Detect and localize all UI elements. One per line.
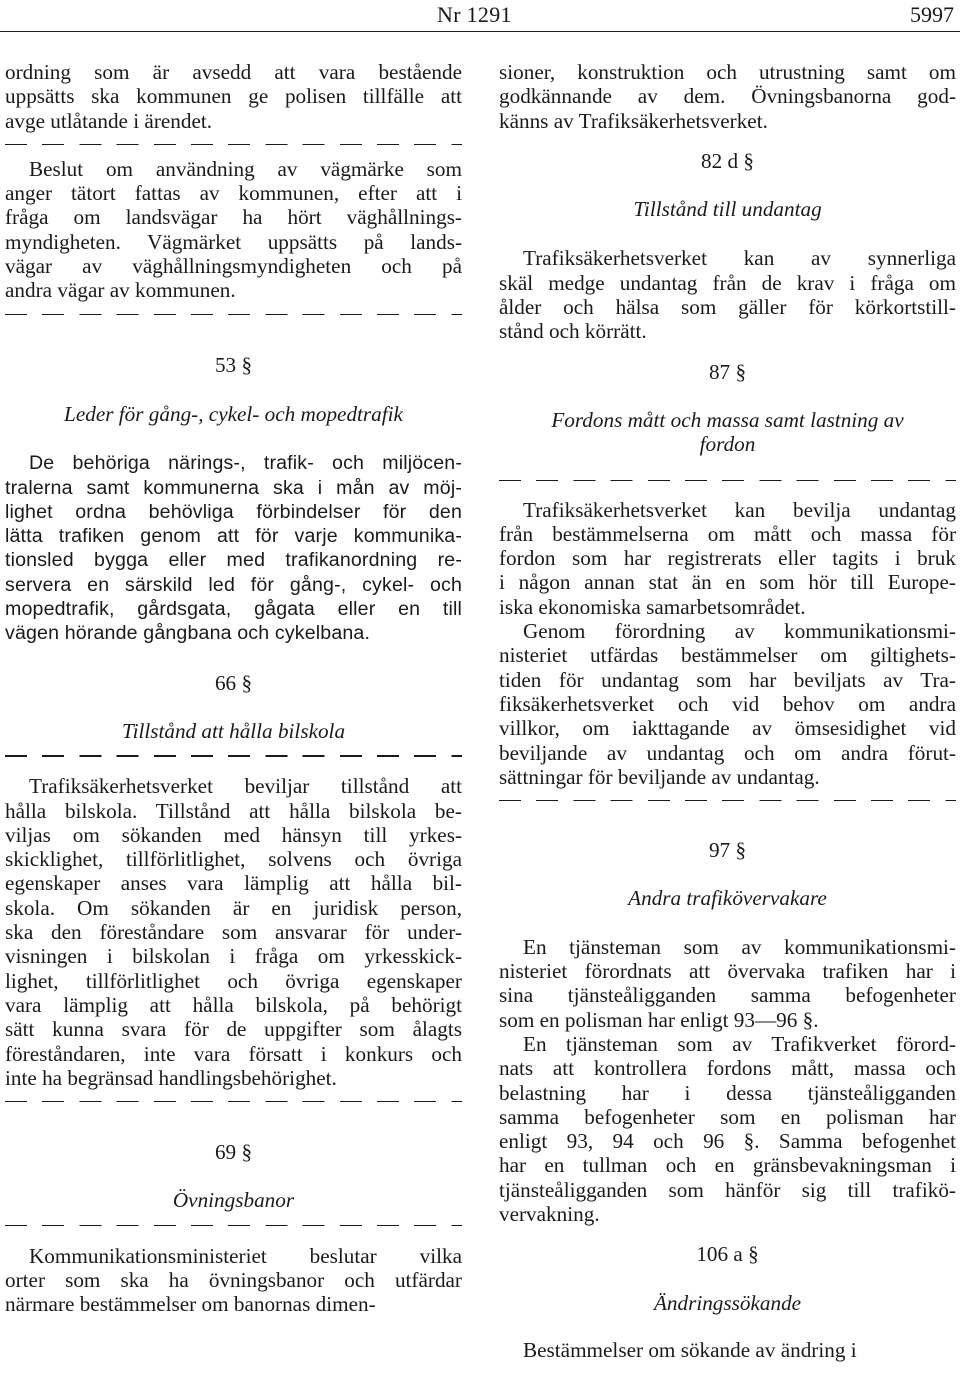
text-line: iska ekonomiska samarbetsområdet. — [499, 594, 806, 619]
text-line: ordning som är avsedd att vara bestående — [5, 60, 462, 84]
text-line: skäl medge undantag från de krav i fråga om — [499, 270, 956, 295]
text-line: fråga om landsvägar ha hört väghållnings- — [5, 205, 462, 230]
text-line: nisteriet utfärdas bestämmelser om giltighets- — [499, 643, 956, 668]
paragraph — [5, 774, 462, 1090]
text-line: i någon annan stat än en som hör till Europe- — [499, 570, 956, 595]
paragraph — [499, 60, 956, 133]
text-line: fordon som har registrerats eller tagits i bruk — [499, 546, 956, 571]
text-line: ålder och hälsa som gäller för körkortstill- — [499, 295, 956, 320]
paragraph — [499, 1338, 956, 1362]
text-line: vägar av väghållningsmyndigheten och på — [5, 254, 462, 279]
text-line: från bestämmelserna om mått och massa för — [499, 521, 956, 546]
text-line: nats att kontrollera fordons mått, massa och — [499, 1056, 956, 1081]
text-line: lätta trafiken genom att för varje kommunika- — [5, 525, 462, 548]
omission-dashes — [5, 744, 462, 768]
text-line: anger tätort fattas av kommunen, efter att i — [5, 181, 462, 206]
text-line: Genom förordning av kommunikationsmi- — [523, 619, 956, 644]
section-heading: Andra trafikövervakare — [628, 886, 827, 911]
omission-dashes — [5, 1090, 462, 1114]
paragraph — [5, 157, 462, 303]
text-line: vägen hörande gångbana och cykelbana. — [5, 622, 371, 645]
section-number: 97 § — [708, 838, 747, 863]
text-line: Bestämmelser om sökande av ändring i — [523, 1337, 857, 1362]
paragraph — [499, 1032, 956, 1226]
paragraph — [5, 451, 462, 645]
text-line: tiden för undantag som har beviljats av Tra- — [499, 667, 956, 692]
omission-dashes — [499, 789, 956, 813]
text-line: sätt kunna svara för de uppgifter som ålagts — [5, 1017, 462, 1042]
text-line: samma befogenheter som en polisman har — [499, 1104, 956, 1129]
text-line: ska den föreståndare som ansvarar för under- — [5, 920, 462, 945]
paragraph — [499, 246, 956, 343]
text-line: har en tullman och en gränsbevakningsman i — [499, 1153, 956, 1178]
text-line: andra vägar av kommunen. — [5, 278, 236, 303]
section-number: 66 § — [214, 670, 253, 695]
section-number: 69 § — [214, 1140, 253, 1165]
section-heading: Tillstånd till undantag — [633, 197, 822, 222]
text-line: viljas om sökanden med hänsyn till yrkes- — [5, 822, 462, 847]
omission-dashes — [5, 303, 462, 327]
text-line: lighet ordna behövliga förbindelser för den — [5, 500, 462, 523]
section-heading: Övningsbanor — [172, 1188, 295, 1213]
omission-dashes — [5, 1214, 462, 1238]
text-line: Kommunikationsministeriet beslutar vilka — [29, 1243, 462, 1268]
text-line: egenskaper anses vara lämplig att hålla bil- — [5, 871, 462, 896]
section-number: 106 a § — [696, 1242, 759, 1267]
text-line: visningen i bilskolan i fråga om yrkesskick- — [5, 944, 462, 969]
text-line: Trafiksäkerhetsverket kan bevilja undantag — [523, 497, 956, 522]
section-heading: Ändringssökande — [653, 1290, 802, 1315]
text-line: orter som ska ha övningsbanor och utfärdar — [5, 1267, 462, 1292]
statute-number: Nr 1291 — [437, 2, 512, 27]
text-line: som en polisman har enligt 93—96 §. — [499, 1007, 819, 1032]
text-line: sina tjänsteåligganden samma befogenheter — [499, 983, 956, 1008]
text-line: skola. Om sökanden är en juridisk person, — [5, 895, 462, 920]
section-heading — [499, 408, 956, 457]
text-line: Trafiksäkerhetsverket kan av synnerliga — [523, 246, 956, 271]
text-line: Fordons mått och massa samt lastning av — [551, 407, 904, 432]
text-line: myndigheten. Vägmärket uppsätts på lands- — [5, 229, 462, 254]
paragraph — [499, 498, 956, 619]
text-line: villkor, om iakttagande av ömsesidighet vid — [499, 716, 956, 741]
text-line: avge utlåtande i ärendet. — [5, 108, 213, 133]
text-line: närmare bestämmelser om banornas dimen- — [5, 1292, 376, 1317]
text-line: Trafiksäkerhetsverket beviljar tillstånd att — [29, 774, 462, 799]
text-line: sättningar för beviljande av undantag. — [499, 764, 820, 789]
text-line: mopedtrafik, gårdsgata, gågata eller en till — [5, 598, 462, 621]
page-header — [0, 0, 960, 32]
text-line: vara lämplig att hålla bilskola, på behörigt — [5, 992, 462, 1017]
text-line: beviljande av undantag och om andra förut- — [499, 740, 956, 765]
text-line: inte ha begränsad handlingsbehörighet. — [5, 1065, 337, 1090]
text-line: tralerna samt kommunerna ska i mån av möj- — [5, 476, 462, 499]
text-line: lighet, tillförlitlighet och övriga egenskaper — [5, 968, 462, 993]
text-line: De behöriga närings-, trafik- och miljöcen- — [29, 452, 462, 475]
text-line: känns av Trafiksäkerhetsverket. — [499, 108, 768, 133]
section-number: 53 § — [214, 352, 253, 377]
paragraph — [5, 1244, 462, 1317]
text-line: fiksäkerhetsverket och vid behov om andra — [499, 691, 956, 716]
text-line: skicklighet, tillförlitlighet, solvens och övriga — [5, 847, 462, 872]
section-number: 87 § — [708, 359, 747, 384]
text-line: fordon — [699, 432, 756, 457]
text-line: enligt 93, 94 och 96 §. Samma befogenhet — [499, 1129, 956, 1154]
paragraph — [5, 60, 462, 133]
omission-dashes — [499, 469, 956, 493]
text-line: Beslut om användning av vägmärke som — [29, 156, 462, 181]
text-line: godkännande av dem. Övningsbanorna god- — [499, 84, 956, 109]
right-column — [499, 60, 956, 1362]
text-line: belastning har i dessa tjänsteåligganden — [499, 1080, 956, 1105]
left-column — [5, 60, 462, 1317]
text-line: vervakning. — [499, 1201, 600, 1226]
text-line: stånd och körrätt. — [499, 319, 647, 344]
text-line: En tjänsteman som av Trafikverket förord- — [523, 1031, 956, 1056]
text-line: tionsled bygga eller med trafikanordning re- — [5, 549, 462, 572]
section-number: 82 d § — [701, 148, 754, 173]
text-line: föreståndaren, inte vara försatt i konkurs och — [5, 1041, 462, 1066]
omission-dashes — [5, 133, 462, 157]
paragraph — [499, 619, 956, 789]
text-line: En tjänsteman som av kommunikationsmi- — [523, 934, 956, 959]
text-line: tjänsteåligganden som hänför sig till trafikö- — [499, 1177, 956, 1202]
page-number: 5997 — [910, 2, 954, 27]
text-line: nisteriet förordnats att övervaka trafiken har i — [499, 959, 956, 984]
text-line: hålla bilskola. Tillstånd att hålla bilskola be- — [5, 798, 462, 823]
section-heading: Tillstånd att hålla bilskola — [121, 718, 346, 743]
text-line: servera en särskild led för gång-, cykel- och — [5, 573, 462, 596]
paragraph — [499, 935, 956, 1032]
text-line: uppsätts ska kommunen ge polisen tillfälle att — [5, 84, 462, 109]
section-heading: Leder för gång-, cykel- och mopedtrafik — [64, 401, 403, 426]
text-line: sioner, konstruktion och utrustning samt om — [499, 60, 956, 84]
